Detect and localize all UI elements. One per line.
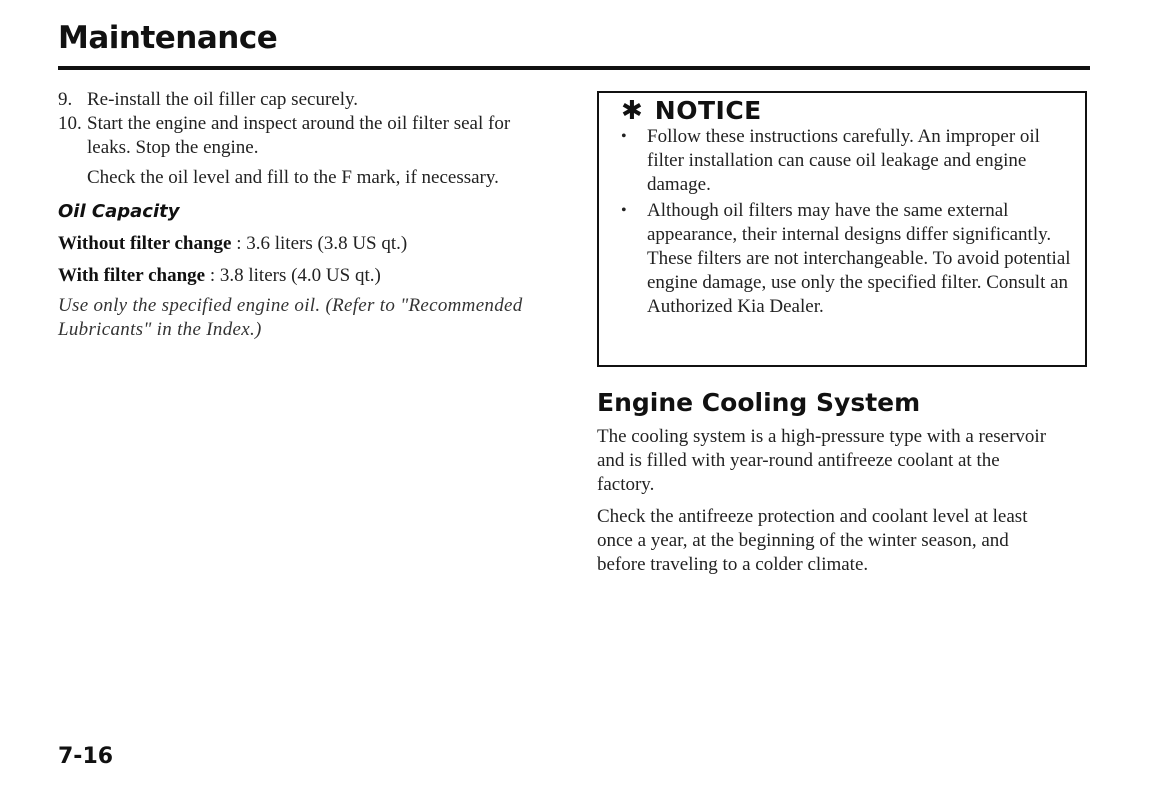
capacity-without-filter: [58, 232, 528, 256]
bullet-icon: •: [621, 128, 627, 145]
step-number: 10.: [58, 113, 82, 134]
notice-box: [597, 91, 1087, 367]
asterisk-icon: ✱: [621, 96, 643, 126]
capacity-value: : 3.6 liters (3.8 US qt.): [231, 233, 408, 254]
page-number: 7-16: [58, 744, 114, 769]
step-text: Start the engine and inspect around the oil filter seal for leaks. Stop the engine.: [87, 113, 511, 158]
oil-note: Use only the specified engine oil. (Refer to "Recommended Lubricants" in the Index.): [58, 295, 523, 340]
step-9: [58, 88, 528, 112]
section-title: Engine Cooling System: [597, 388, 921, 417]
capacity-label: With filter change: [58, 265, 206, 286]
bullet-text: Follow these instructions carefully. An improper oil filter installation can cause oil leakage and engine damage.: [647, 126, 1040, 195]
page-header-title: Maintenance: [58, 20, 278, 56]
capacity-with-filter: [58, 264, 528, 288]
step-text: Re-install the oil filler cap securely.: [87, 89, 359, 110]
step-10-followup: Check the oil level and fill to the F mark, if necessary.: [87, 167, 499, 188]
cooling-body: [597, 425, 1057, 585]
bullet-text: Although oil filters may have the same external appearance, their internal designs differ significantly. These filters are not interchangeable. To avoid potential engine damage, use only the specified filter. Consult an Authorized Kia Dealer.: [647, 200, 1071, 317]
notice-bullet: [621, 199, 1071, 319]
cooling-paragraph: Check the antifreeze protection and coolant level at least once a year, at the beginning of the winter season, and before traveling to a colder climate.: [597, 506, 1028, 575]
left-column: [58, 88, 528, 342]
notice-title: NOTICE: [654, 96, 762, 125]
cooling-paragraph: The cooling system is a high-pressure type with a reservoir and is filled with year-round antifreeze coolant at the factory.: [597, 426, 1047, 495]
notice-heading: [621, 96, 1071, 126]
step-number: 9.: [58, 89, 73, 110]
step-10: [58, 112, 528, 160]
notice-bullet: [621, 125, 1071, 197]
capacity-label: Without filter change: [58, 233, 232, 254]
capacity-value: : 3.8 liters (4.0 US qt.): [205, 265, 381, 286]
bullet-icon: •: [621, 202, 627, 219]
header-rule: [58, 66, 1090, 70]
oil-capacity-heading: Oil Capacity: [58, 201, 180, 222]
